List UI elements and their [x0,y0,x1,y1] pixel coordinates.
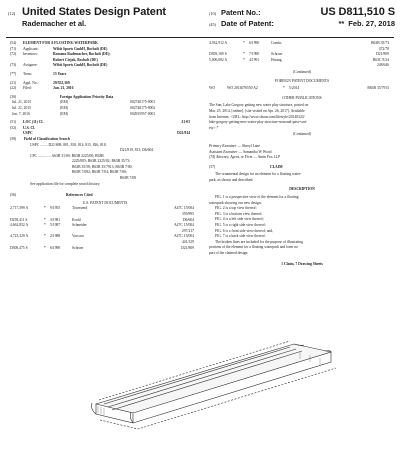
claim-line: The ornamental design for an element for a floating water- [215,172,302,177]
ref-class: A47C 15/004 [174,206,194,211]
foreign-mark: * [283,86,285,91]
claim-code: (57) [209,164,216,169]
biblio-code: (71) [10,46,17,51]
inventor-short: Rademacher et al. [22,19,87,28]
ref-class: D6/604 [182,217,194,222]
biblio-code: (54) [10,41,17,45]
priority-date: Jul. 21, 2015 [12,105,32,110]
claim-line: park, as shown and described. [209,177,254,182]
pub-line: ety>.* [209,125,219,130]
examiner-value: Sheryl Lane [242,143,261,148]
ref-number: 4,932,912 A [209,41,228,45]
us-patent-docs-title: U.S. PATENT DOCUMENTS [82,200,128,205]
ref-name: Schneider [72,223,87,228]
ref-number: 5,006,082 A [209,57,228,62]
ref-class: B63C 9/24 [372,57,389,62]
ref-class-secondary: 472/78 [378,46,389,51]
ref-date: 9/1955 [50,206,61,211]
ref-class: B63B 35/73 [371,41,389,45]
description-line: FIG. 3 is a bottom view thereof; [215,211,263,216]
examiner-label: (74) Attorney, Agent, or Firm [209,155,253,160]
foreign-date: 5/2014 [289,86,300,91]
code-10: (10) [209,11,216,16]
field-search-code: (58) [10,136,17,141]
biblio-code: (72) [10,52,17,57]
ref-mark: * [44,245,46,250]
biblio-value: Wibit Sports GmbH, Bocholt (DE) [53,63,108,68]
biblio-value: Robert Cirjak, Bocholt (DE) [53,57,98,62]
field-search-line: USPC ........ D21/698, 801, 810, 814, 815, 826, 818, [30,142,107,147]
ref-name: Krohl [72,217,81,222]
field-search-line: B63B 7/08 [120,176,137,181]
date-label: Date of Patent: [221,19,274,28]
ref-mark: * [243,57,245,62]
ref-mark: * [44,206,46,211]
patent-no-label: Patent No.: [221,8,261,17]
priority-number: 002740175-0002 [130,105,156,110]
date-star: ** [338,19,345,28]
ref-class-secondary: 248/646 [376,63,389,68]
description-line: FIG. 6 is a front side view thereof; and, [215,228,274,233]
biblio-value: ELEMENT FOR A FLOATING WATERPARK [23,41,98,45]
claim-title: CLAIM [269,164,283,169]
ref-date: 5/1987 [50,223,61,228]
biblio-value: Wibit Sports GmbH, Bocholt (DE) [53,46,108,51]
class-label: U.S. Cl. [23,125,36,130]
priority-office: (EM) [60,100,68,105]
priority-number: 002935957-0001 [130,111,156,116]
examiner-value: Samantha W Wood [243,149,272,154]
ref-mark: * [243,52,245,57]
description-line: FIG. 1 is a perspective view of the element for a floating [215,195,299,200]
biblio-label: Appl. No.: [23,80,39,85]
class-value: 21-03 [181,120,190,125]
priority-title: Foreign Application Priority Data [59,94,114,99]
description-line: FIG. 7 is a back side view thereof. [215,234,266,239]
biblio-value: Jan. 21, 2016 [53,86,74,91]
ref-number: D308,475 S [10,245,28,250]
field-search-line: D21/819, 811; D6/604 [120,148,154,153]
class-label: LOC (11) Cl. [23,120,44,125]
claims-count: 1 Claim, 7 Drawing Sheets [281,261,323,266]
pub-line: from Internet, <URL: http://www.sbsun.com/lifestyle/20140323/ [209,114,305,119]
ref-class-secondary: 441/129 [181,240,194,244]
description-line: FIG. 2 is a top view thereof; [215,206,257,211]
examiner-label: Assistant Examiner [209,149,238,154]
ref-class-secondary: 359/895 [181,212,194,217]
ref-name: Schroer [271,52,283,57]
biblio-label: Assignee: [23,63,38,68]
examiner-sep: — [237,149,244,154]
examiner-sep: — [252,155,258,160]
biblio-label: Term: [23,71,32,76]
description-title: DESCRIPTION [289,187,315,192]
field-search-line: CPC .............. A63B 31/00; B63B 2225/00; B63B [30,153,104,158]
biblio-value: Romano Rademacher, Bocholt (DE); [53,52,111,57]
ref-name: Schroer [72,245,84,250]
ref-number: 4,662,852 A [10,223,29,228]
ref-class: A47C 15/004 [174,234,194,239]
biblio-label: Applicant: [23,46,39,51]
ref-name: Vaccaro [72,234,84,239]
priority-date: Jan. 7, 2016 [12,111,30,116]
ref-number: 2,717,399 A [10,206,29,211]
ref-date: 4/1991 [249,57,260,62]
ref-mark: * [44,217,46,222]
field-search-title: Field of Classification Search [23,136,70,141]
description-line: waterpark showing our new design; [209,200,262,205]
patent-date: Feb. 27, 2018 [348,19,395,28]
foreign-docs-title: FOREIGN PATENT DOCUMENTS [274,78,330,83]
ref-date: 6/1990 [50,245,61,250]
field-search-line: See application file for complete search history. [30,181,101,186]
continued-2: (Continued) [293,132,311,137]
continued-1: (Continued) [293,69,311,74]
pub-line: The Sun, Lake Gregory getting new water play structure, posted on [209,103,309,108]
ref-class: D21/809 [181,245,194,250]
pub-line: Mar. 25, 2014, [online], [site visited on Apr. 26, 2017]. Available [209,108,305,113]
description-line: The broken lines are included for the purpose of illustrating [215,239,303,244]
patent-kind: United States Design Patent [22,6,166,18]
biblio-value: 29/552,369 [53,80,70,85]
ref-date: 6/1990 [249,41,260,45]
code-12: (12) [8,11,16,16]
class-label: USPC [23,131,33,136]
ref-mark: * [44,223,46,228]
foreign-office: WO [209,86,216,91]
ref-date: 2/1988 [50,234,61,239]
ref-number: D258,411 S [10,217,28,222]
ref-date: 3/1981 [50,217,61,222]
biblio-value: 15 Years [53,71,67,76]
pub-line: lake-gregory-getting-new-water-play-structure-seasonal-pass-vari- [209,120,308,125]
biblio-code: (22) [10,86,17,91]
priority-office: (EM) [60,111,68,116]
ref-class: D21/809 [376,52,389,57]
ref-name: Hwang [271,57,282,62]
ref-name: Combs [271,41,282,45]
ref-date: 7/1990 [249,52,260,57]
examiner-sep: — [236,143,243,148]
foreign-class: B63B 35/7913 [367,86,389,91]
ref-number: D309,169 S [209,52,227,57]
biblio-label: Inventors: [23,52,38,57]
ref-mark: * [243,41,245,45]
ref-number: 4,723,329 A [10,234,29,239]
class-value: D21/814 [177,131,190,136]
ref-mark: * [44,234,46,239]
code-45: (45) [209,22,216,27]
priority-office: (EM) [60,105,68,110]
biblio-code: (21) [10,80,17,85]
description-line: part of the claimed design. [209,251,249,255]
references-title: References Cited [65,193,93,198]
examiner-value: Amin Fox LLP [257,155,281,160]
ref-class-secondary: 297/217 [181,228,194,233]
biblio-label: Filed: [23,86,32,91]
field-search-line: B63B 35/58; B63B 35/7913; B63B 7/00; [72,164,133,169]
ref-class: A47C 15/004 [174,223,194,228]
priority-code: (30) [10,94,17,99]
description-line: FIG. 5 is a right side view thereof; [215,223,266,228]
description-line: portions of the element for a floating waterpark and form no [209,245,298,250]
patent-number: US D811,510 S [320,6,395,18]
other-pubs-title: OTHER PUBLICATIONS [282,95,322,100]
field-search-line: B63B 7/082; B63B 7/04; B63B 7/06; [72,170,128,175]
class-code: (51) [10,120,17,125]
ref-name: Townsend [72,206,88,211]
references-code: (56) [10,193,17,198]
priority-number: 002740175-0001 [130,100,156,105]
examiner-label: Primary Examiner [209,143,237,148]
description-line: FIG. 4 is a left side view thereof; [215,217,264,222]
biblio-code: (73) [10,63,17,68]
biblio-code: (**) [10,71,17,76]
priority-date: Jul. 21, 2015 [12,100,32,105]
class-code: (52) [10,125,17,130]
field-search-line: 2225/005; B63B 2225/02; B63B 35/73; [72,159,131,164]
foreign-number: WO 2014076550 A2 [227,86,258,91]
